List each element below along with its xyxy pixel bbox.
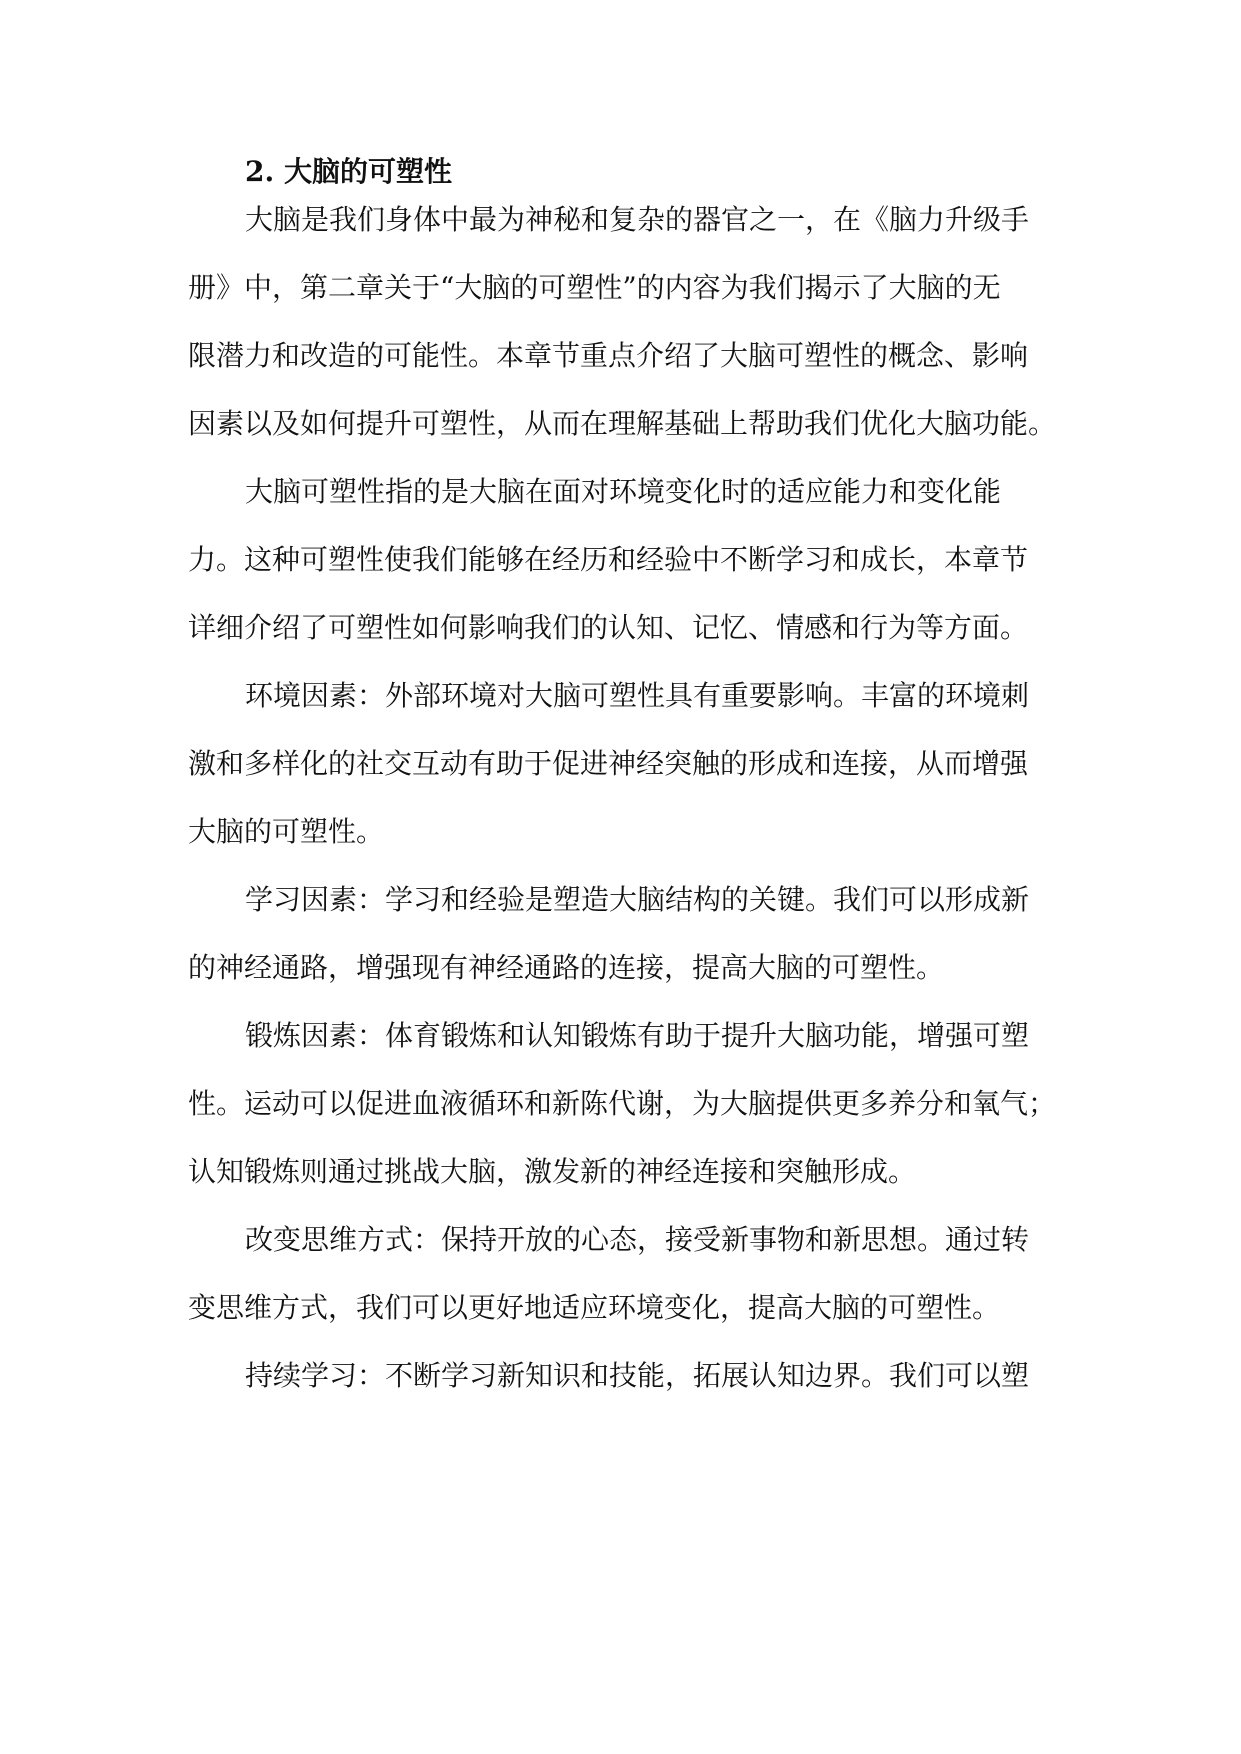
text-line: [0, 876, 1241, 924]
line-text: 锻炼因素：体育锻炼和认知锻炼有助于提升大脑功能，增强可塑: [245, 1019, 1030, 1052]
line-text: 持续学习：不断学习新知识和技能，拓展认知边界。我们可以塑: [245, 1359, 1030, 1392]
line-text: 激和多样化的社交互动有助于促进神经突触的形成和连接，从而增强: [188, 747, 1029, 780]
text-line: [0, 672, 1241, 720]
text-line: [0, 400, 1241, 448]
text-line: [0, 468, 1241, 516]
text-line: [0, 604, 1241, 652]
text-line: [0, 1352, 1241, 1400]
text-line: [0, 1148, 1241, 1196]
line-text: 大脑可塑性指的是大脑在面对环境变化时的适应能力和变化能: [245, 475, 1002, 508]
line-text: 册》中，第二章关于“大脑的可塑性”的内容为我们揭示了大脑的无: [188, 271, 1001, 304]
line-text: 因素以及如何提升可塑性，从而在理解基础上帮助我们优化大脑功能。: [188, 407, 1057, 440]
text-line: [0, 1216, 1241, 1264]
line-text: 限潜力和改造的可能性。本章节重点介绍了大脑可塑性的概念、影响: [188, 339, 1029, 372]
text-line: [0, 196, 1241, 244]
text-line: [0, 808, 1241, 856]
line-text: 变思维方式，我们可以更好地适应环境变化，提高大脑的可塑性。: [188, 1291, 1001, 1324]
text-line: [0, 264, 1241, 312]
line-text: 大脑是我们身体中最为神秘和复杂的器官之一，在《脑力升级手: [245, 203, 1030, 236]
line-text: 学习因素：学习和经验是塑造大脑结构的关键。我们可以形成新: [245, 883, 1030, 916]
text-line: [0, 332, 1241, 380]
line-text: 大脑的可塑性。: [188, 815, 385, 848]
line-text: 性。运动可以促进血液循环和新陈代谢，为大脑提供更多养分和氧气；: [188, 1087, 1057, 1120]
text-line: [0, 1080, 1241, 1128]
line-text: 环境因素：外部环境对大脑可塑性具有重要影响。丰富的环境刺: [245, 679, 1030, 712]
text-line: [0, 1012, 1241, 1060]
line-text: 的神经通路，增强现有神经通路的连接，提高大脑的可塑性。: [188, 951, 945, 984]
line-text: 认知锻炼则通过挑战大脑，激发新的神经连接和突触形成。: [188, 1155, 917, 1188]
text-line: [0, 740, 1241, 788]
line-text: 详细介绍了可塑性如何影响我们的认知、记忆、情感和行为等方面。: [188, 611, 1029, 644]
section-heading: 2. 大脑的可塑性: [245, 155, 452, 188]
text-line: [0, 536, 1241, 584]
line-text: 改变思维方式：保持开放的心态，接受新事物和新思想。通过转: [245, 1223, 1030, 1256]
line-text: 力。这种可塑性使我们能够在经历和经验中不断学习和成长，本章节: [188, 543, 1029, 576]
text-line: [0, 1284, 1241, 1332]
text-line: [0, 944, 1241, 992]
